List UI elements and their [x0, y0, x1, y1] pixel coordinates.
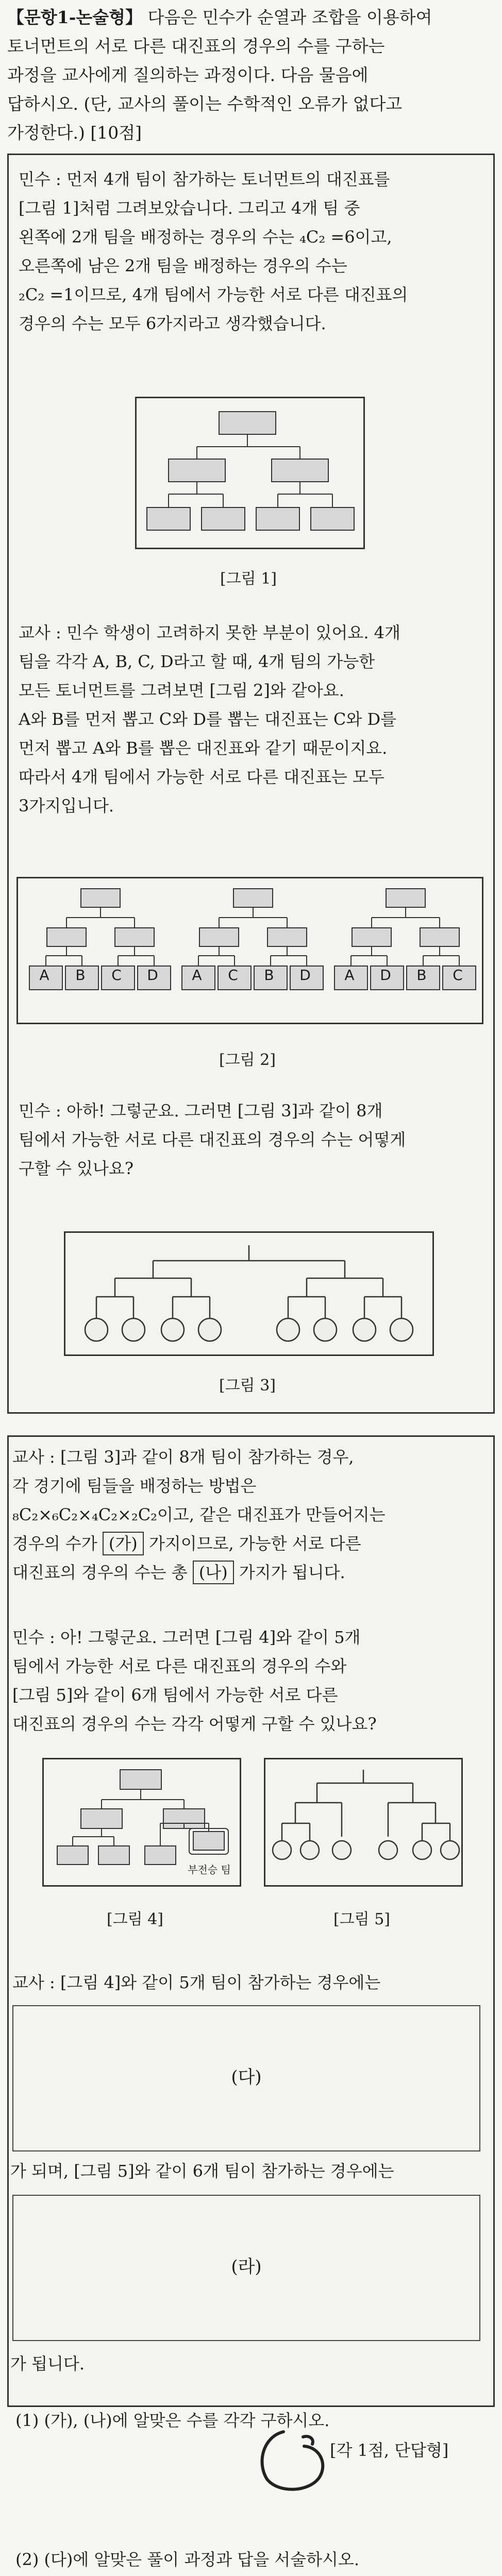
teacher3-intro: 교사 : [그림 4]와 같이 5개 팀이 참가하는 경우에는 [12, 1973, 381, 1992]
teacher2-line5: 대진표의 경우의 수는 총 (나) 가지가 됩니다. [12, 1558, 487, 1587]
teacher-statement-2 [12, 1443, 487, 1587]
minsu1-line2: [그림 1]처럼 그려보았습니다. 그리고 4개 팀 중 [19, 198, 360, 218]
minsu-statement-3 [12, 1623, 487, 1738]
teacher1-line5: 먼저 뽑고 A와 B를 뽑은 대진표와 같기 때문이지요. [19, 738, 388, 758]
teacher2-line1: 교사 : [그림 3]과 같이 8개 팀이 참가하는 경우, [12, 1447, 354, 1467]
fig2-team-label: B [416, 967, 427, 984]
figure-1-bracket [137, 398, 363, 548]
minsu2-line1: 민수 : 아하! 그렇군요. 그러면 [그림 3]과 같이 8개 [19, 1101, 383, 1121]
bye-team-label: 부전승 팀 [188, 1863, 231, 1876]
minsu1-line4: 오른쪽에 남은 2개 팀을 배정하는 경우의 수는 [19, 256, 347, 276]
figure-3-bracket [65, 1233, 432, 1354]
figure-5-box [264, 1758, 463, 1887]
q2-line2 [15, 2574, 490, 2576]
header-line2: 토너먼트의 서로 다른 대진표의 경우의 수를 구하는 [7, 36, 385, 56]
fig2-team-label: B [75, 967, 86, 984]
teacher3-middle: 가 되며, [그림 5]와 같이 6개 팀이 참가하는 경우에는 [10, 2161, 394, 2181]
minsu2-line3: 구할 수 있나요? [19, 1159, 133, 1178]
figure-1-box [135, 397, 365, 549]
minsu1-line3: 왼쪽에 2개 팀을 배정하는 경우의 수는 ₄C₂ =6이고, [19, 227, 392, 247]
teacher1-line1: 교사 : 민수 학생이 고려하지 못한 부분이 있어요. 4개 [19, 623, 400, 642]
q2-line1: (2) (다)에 알맞은 풀이 과정과 답을 서술하시오. [15, 2550, 360, 2569]
question-tag: 【문항1-논술형】 [7, 7, 143, 27]
fig2-team-label: C [228, 967, 238, 984]
fig2-team-label: A [39, 967, 49, 984]
question-1: (1) (가), (나)에 알맞은 수를 각각 구하시오. [15, 2411, 330, 2430]
question-1-points: [각 1점, 단답형] [330, 2441, 449, 2460]
minsu3-line4: 대진표의 경우의 수는 각각 어떻게 구할 수 있나요? [12, 1714, 377, 1734]
fig2-team-label: C [453, 967, 463, 984]
teacher3-end: 가 됩니다. [10, 2354, 85, 2374]
fig2-team-label: D [380, 967, 391, 984]
figure-4-box [42, 1758, 241, 1887]
minsu3-line2: 팀에서 가능한 서로 다른 대진표의 경우의 수와 [12, 1656, 347, 1676]
minsu3-line3: [그림 5]와 같이 6개 팀에서 가능한 서로 다른 [12, 1685, 338, 1705]
question-header [7, 3, 495, 147]
minsu1-line6: 경우의 수는 모두 6가지라고 생각했습니다. [19, 314, 326, 333]
header-line1: 다음은 민수가 순열과 조합을 이용하여 [142, 7, 432, 27]
header-line3: 과정을 교사에게 질의하는 과정이다. 다음 물음에 [7, 65, 369, 85]
blank-ga: (가) [103, 1532, 144, 1555]
fig2-team-label: C [111, 967, 122, 984]
header-line4: 답하시오. (단, 교사의 풀이는 수학적인 오류가 없다고 [7, 94, 403, 114]
figure-2-labels [16, 877, 480, 1021]
figure-1-caption: [그림 1] [220, 570, 277, 588]
blank-da-label: (다) [231, 2067, 262, 2088]
minsu3-line1: 민수 : 아! 그렇군요. 그러면 [그림 4]와 같이 5개 [12, 1628, 361, 1647]
question-2 [15, 2545, 490, 2576]
minsu-statement-2 [19, 1096, 482, 1183]
blank-ra-label: (라) [231, 2257, 262, 2277]
teacher1-line3: 모든 토너먼트를 그려보면 [그림 2]와 같아요. [19, 681, 344, 700]
teacher2-line2: 각 경기에 팀들을 배정하는 방법은 [12, 1476, 257, 1496]
teacher1-line7: 3가지입니다. [19, 796, 114, 816]
blank-na: (나) [193, 1561, 234, 1584]
figure-4-caption: [그림 4] [107, 1910, 163, 1928]
header-line5: 가정한다.) [10점] [7, 123, 142, 143]
minsu1-line1: 민수 : 먼저 4개 팀이 참가하는 토너먼트의 대진표를 [19, 170, 390, 189]
minsu2-line2: 팀에서 가능한 서로 다른 대진표의 경우의 수는 어떻게 [19, 1130, 406, 1149]
teacher1-line6: 따라서 4개 팀에서 가능한 서로 다른 대진표는 모두 [19, 767, 384, 787]
minsu-statement-1 [19, 165, 482, 338]
teacher1-line4: A와 B를 먼저 뽑고 C와 D를 뽑는 대진표는 C와 D를 [19, 709, 397, 729]
teacher2-line4: 경우의 수가 (가) 가지이므로, 가능한 서로 다른 [12, 1529, 487, 1558]
teacher-statement-1 [19, 618, 482, 820]
minsu1-line5: ₂C₂ =1이므로, 4개 팀에서 가능한 서로 다른 대진표의 [19, 285, 408, 304]
figure-3-caption: [그림 3] [219, 1377, 276, 1395]
answer-box-da[interactable] [12, 2005, 480, 2151]
figure-3-box [64, 1231, 434, 1356]
fig2-team-label: D [147, 967, 158, 984]
figure-5-caption: [그림 5] [333, 1910, 390, 1928]
fig2-team-label: D [299, 967, 311, 984]
teacher1-line2: 팀을 각각 A, B, C, D라고 할 때, 4개 팀의 가능한 [19, 652, 375, 671]
figure-5-bracket [265, 1759, 461, 1885]
fig2-team-label: B [264, 967, 274, 984]
fig2-team-label: A [344, 967, 355, 984]
handwritten-circle-mark [242, 2416, 345, 2499]
fig2-team-label: A [192, 967, 202, 984]
figure-2-caption: [그림 2] [219, 1051, 276, 1069]
answer-box-ra[interactable] [12, 2195, 480, 2341]
teacher2-line3: ₈C₂×₆C₂×₄C₂×₂C₂이고, 같은 대진표가 만들어지는 [12, 1505, 386, 1524]
